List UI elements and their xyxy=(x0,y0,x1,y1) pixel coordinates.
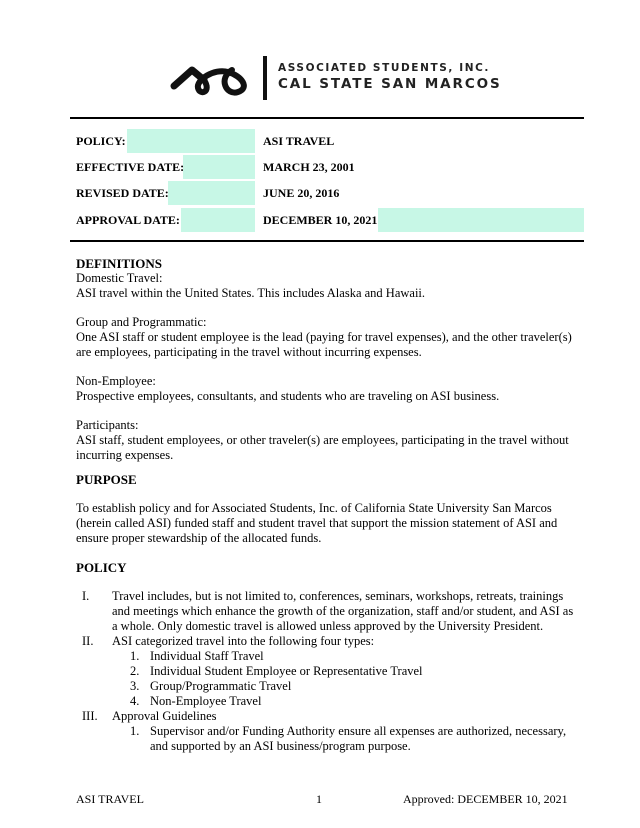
info-row-policy xyxy=(70,129,584,153)
list-number: I. xyxy=(82,589,90,603)
definition-term: Domestic Travel: xyxy=(76,271,163,285)
sub-list-item xyxy=(112,664,576,679)
definitions-heading: DEFINITIONS xyxy=(76,256,162,271)
policy-heading: POLICY xyxy=(76,560,127,575)
logo-divider xyxy=(263,56,267,100)
asi-logo-mark-icon xyxy=(170,60,256,98)
asi-logo xyxy=(170,56,500,102)
policy-list xyxy=(76,589,576,754)
definition-term: Participants: xyxy=(76,418,139,432)
highlight-box xyxy=(378,208,584,232)
list-item xyxy=(76,589,576,634)
org-name-line1: ASSOCIATED STUDENTS, INC. xyxy=(278,62,491,74)
info-label: APPROVAL DATE: xyxy=(76,213,180,227)
page-number: 1 xyxy=(316,792,322,806)
definition-text: ASI staff, student employees, or other traveler(s) are employees, participating in the travel without incurring expenses. xyxy=(76,433,569,462)
logo-text xyxy=(278,61,502,93)
purpose-heading: PURPOSE xyxy=(76,472,137,487)
info-value: ASI TRAVEL xyxy=(263,134,335,148)
org-name-line2: CAL STATE SAN MARCOS xyxy=(278,76,502,92)
info-label: REVISED DATE: xyxy=(76,186,169,200)
document-body xyxy=(76,256,576,754)
definition-text: One ASI staff or student employee is the lead (paying for travel expenses), and the other traveler(s) are employees, participating in the travel without incurring expenses. xyxy=(76,330,572,359)
list-item xyxy=(76,709,576,754)
info-row-effective-date xyxy=(70,155,584,179)
definition-text: Prospective employees, consultants, and students who are traveling on ASI business. xyxy=(76,389,500,403)
info-row-approval-date xyxy=(70,208,584,232)
footer-approval: Approved: DECEMBER 10, 2021 xyxy=(403,792,568,806)
list-item-text: Supervisor and/or Funding Authority ensure all expenses are authorized, necessary, and supported by an ASI business/program purpose. xyxy=(150,724,567,753)
info-label: EFFECTIVE DATE: xyxy=(76,160,185,174)
list-item-text: Group/Programmatic Travel xyxy=(150,679,292,693)
list-item-text: ASI categorized travel into the following four types: xyxy=(112,634,375,648)
highlight-box xyxy=(181,208,255,232)
info-value: JUNE 20, 2016 xyxy=(263,186,340,200)
list-item-text: Travel includes, but is not limited to, conferences, seminars, workshops, retreats, trainings and meetings which enhance the growth of the organization, staff and/or student, and ASI as a whole. Only domestic travel is allowed unless approved by the University President. xyxy=(112,589,574,633)
list-number: 4. xyxy=(130,694,140,708)
sub-list-item xyxy=(112,649,576,664)
list-number: II. xyxy=(82,634,94,648)
list-item-text: Non-Employee Travel xyxy=(150,694,262,708)
sub-list xyxy=(112,649,576,709)
list-item-text: Individual Staff Travel xyxy=(150,649,264,663)
list-number: III. xyxy=(82,709,98,723)
highlight-box xyxy=(183,155,255,179)
bottom-rule xyxy=(70,240,584,242)
info-label: POLICY: xyxy=(76,134,126,148)
sub-list-item xyxy=(112,694,576,709)
definition-term: Non-Employee: xyxy=(76,374,156,388)
sub-list-item xyxy=(112,679,576,694)
definition-text: ASI travel within the United States. This includes Alaska and Hawaii. xyxy=(76,286,426,300)
list-item-text: Approval Guidelines xyxy=(112,709,217,723)
sub-list-item xyxy=(112,724,576,754)
highlight-box xyxy=(168,181,255,205)
highlight-box xyxy=(127,129,255,153)
info-row-revised-date xyxy=(70,181,584,205)
sub-list xyxy=(112,724,576,754)
list-item-text: Individual Student Employee or Representative Travel xyxy=(150,664,423,678)
list-number: 3. xyxy=(130,679,140,693)
purpose-text: To establish policy and for Associated Students, Inc. of California State University San Marcos (herein called ASI) funded staff and student travel that support the mission statement of ASI and ensure proper stewardship of the allocated funds. xyxy=(76,501,558,545)
list-number: 2. xyxy=(130,664,140,678)
footer-title: ASI TRAVEL xyxy=(76,792,144,806)
list-number: 1. xyxy=(130,649,140,663)
info-value: MARCH 23, 2001 xyxy=(263,160,355,174)
info-value: DECEMBER 10, 2021 xyxy=(263,213,378,227)
list-item xyxy=(76,634,576,709)
definition-term: Group and Programmatic: xyxy=(76,315,207,329)
list-number: 1. xyxy=(130,724,140,738)
top-rule xyxy=(70,117,584,119)
